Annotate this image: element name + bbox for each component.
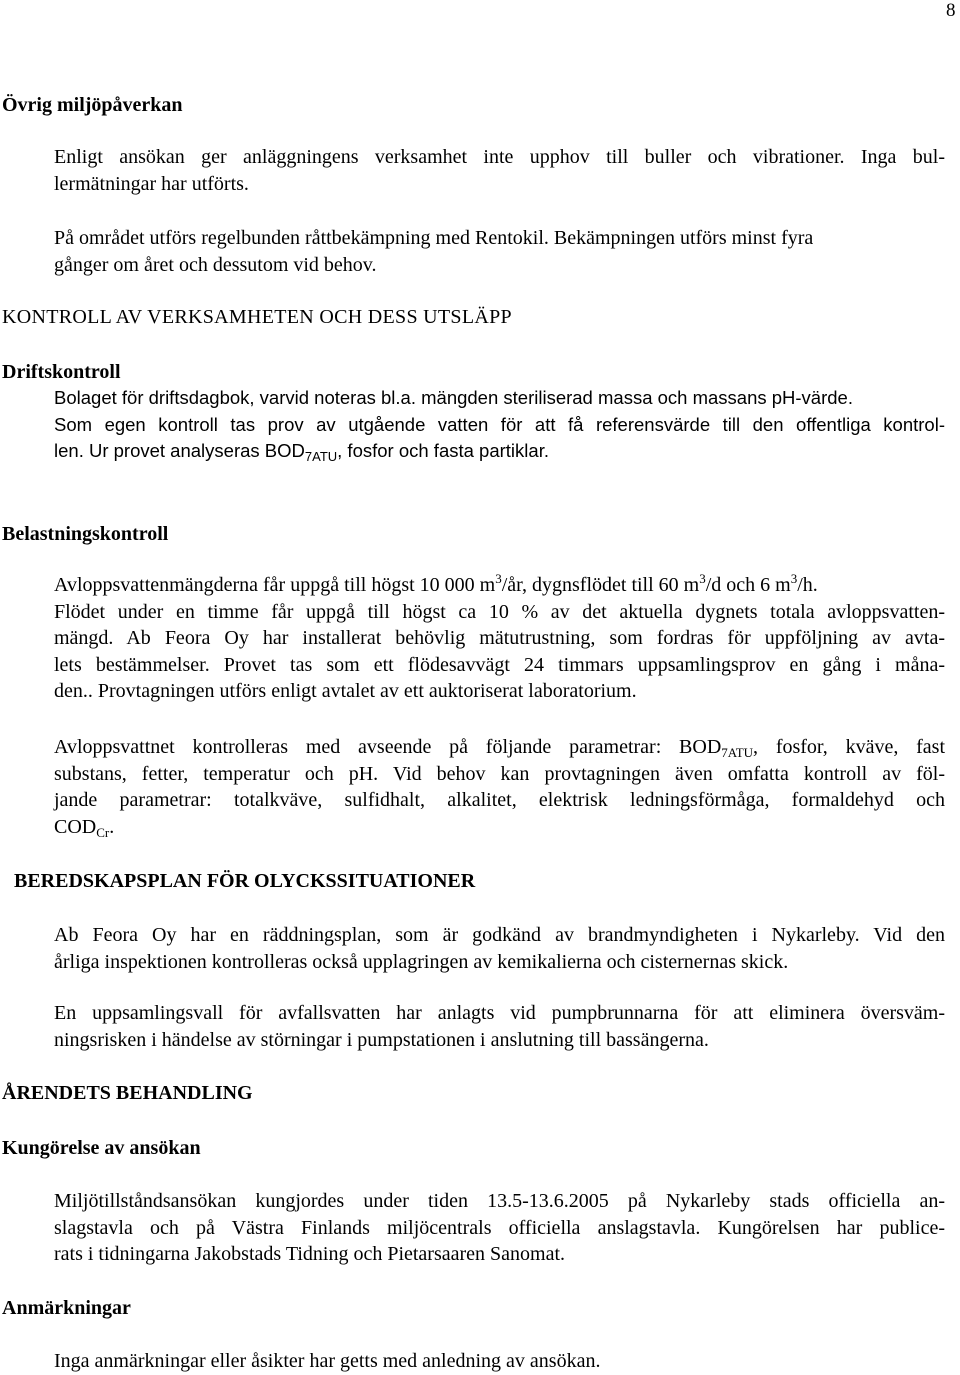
heading-kontroll: KONTROLL AV VERKSAMHETEN OCH DESS UTSLÄPP xyxy=(2,306,512,328)
page-number: 8 xyxy=(946,0,956,21)
paragraph-rattbekampning: På området utförs regelbunden råttbekämpning med Rentokil. Bekämpningen utförs minst fyra gånger om året och dessutom vid behov. xyxy=(54,227,814,276)
heading-beredskapsplan: BEREDSKAPSPLAN FÖR OLYCKSSITUATIONER xyxy=(14,870,476,892)
heading-driftskontroll: Driftskontroll xyxy=(2,361,121,383)
paragraph-driftskontroll: Bolaget för driftsdagbok, varvid noteras bl.a. mängden steriliserad massa och massans pH-värde. Som egen kontroll tas prov av utgående vatten för att få referensvärde till den offentliga kontrol- len. Ur provet analyseras $BOD_{7ATU}$, fosfor och fasta partiklar. xyxy=(54,387,945,464)
heading-ovrig-miljopaverkan: Övrig miljöpåverkan xyxy=(2,94,183,116)
paragraph-belastning: Avloppsvattenmängderna får uppgå till högst 10 000 $m^3/år$, dygnsflödet till 60 $m^3/d$ och 6 $m^3/h$. Flödet under en timme får uppgå till högst ca 10 % av det aktuella dygnets totala avloppsvatten- mängd. Ab Feora Oy har installerat behövlig mätutrustning, som fordras för uppföljning av avta- lets bestämmelser. Provet tas som ett flödesavvägt 24 timmars uppsamlingsprov en gång i måna- den.. Provtagningen utförs enligt avtalet av ett auktoriserat laboratorium. xyxy=(54,571,945,702)
heading-arendets-behandling: ÅRENDETS BEHANDLING xyxy=(2,1082,253,1104)
paragraph-anmarkningar: Inga anmärkningar eller åsikter har getts med anledning av ansökan. xyxy=(54,1350,601,1372)
paragraph-buller: Enligt ansökan ger anläggningens verksamhet inte upphov till buller och vibrationer. Inga bul- lermätningar har utförts. xyxy=(54,146,945,195)
paragraph-raddningsplan: Ab Feora Oy har en räddningsplan, som är godkänd av brandmyndigheten i Nykarleby. Vid den årliga inspektionen kontrolleras också upplagringen av kemikalierna och cisternernas skick. xyxy=(54,924,945,973)
paragraph-kungorelse: Miljötillståndsansökan kungjordes under tiden 13.5-13.6.2005 på Nykarleby stads officiella an- slagstavla och på Västra Finlands miljöcentrals officiella anslagstavla. Kungörelsen har publice- rats i tidningarna Jakobstads Tidning och Pietarsaaren Sanomat. xyxy=(54,1190,945,1265)
paragraph-parametrar: Avloppsvattnet kontrolleras med avseende på följande parametrar: $BOD_{7ATU}$, fosfor, kväve, fast substans, fetter, temperatur och pH. Vid behov kan provtagningen även omfatta kontroll av föl- jande parametrar: totalkväve, sulfidhalt, alkalitet, elektrisk ledningsförmåga, formaldehyd och $COD_{Cr}$. xyxy=(54,736,945,840)
heading-kungorelse: Kungörelse av ansökan xyxy=(2,1137,201,1159)
heading-belastningskontroll: Belastningskontroll xyxy=(2,523,169,545)
paragraph-uppsamlingsvall: En uppsamlingsvall för avfallsvatten har anlagts vid pumpbrunnarna för att eliminera översväm- ningsrisken i händelse av störningar i pumpstationen i anslutning till bassängerna. xyxy=(54,1002,945,1051)
heading-anmarkningar: Anmärkningar xyxy=(2,1297,131,1319)
